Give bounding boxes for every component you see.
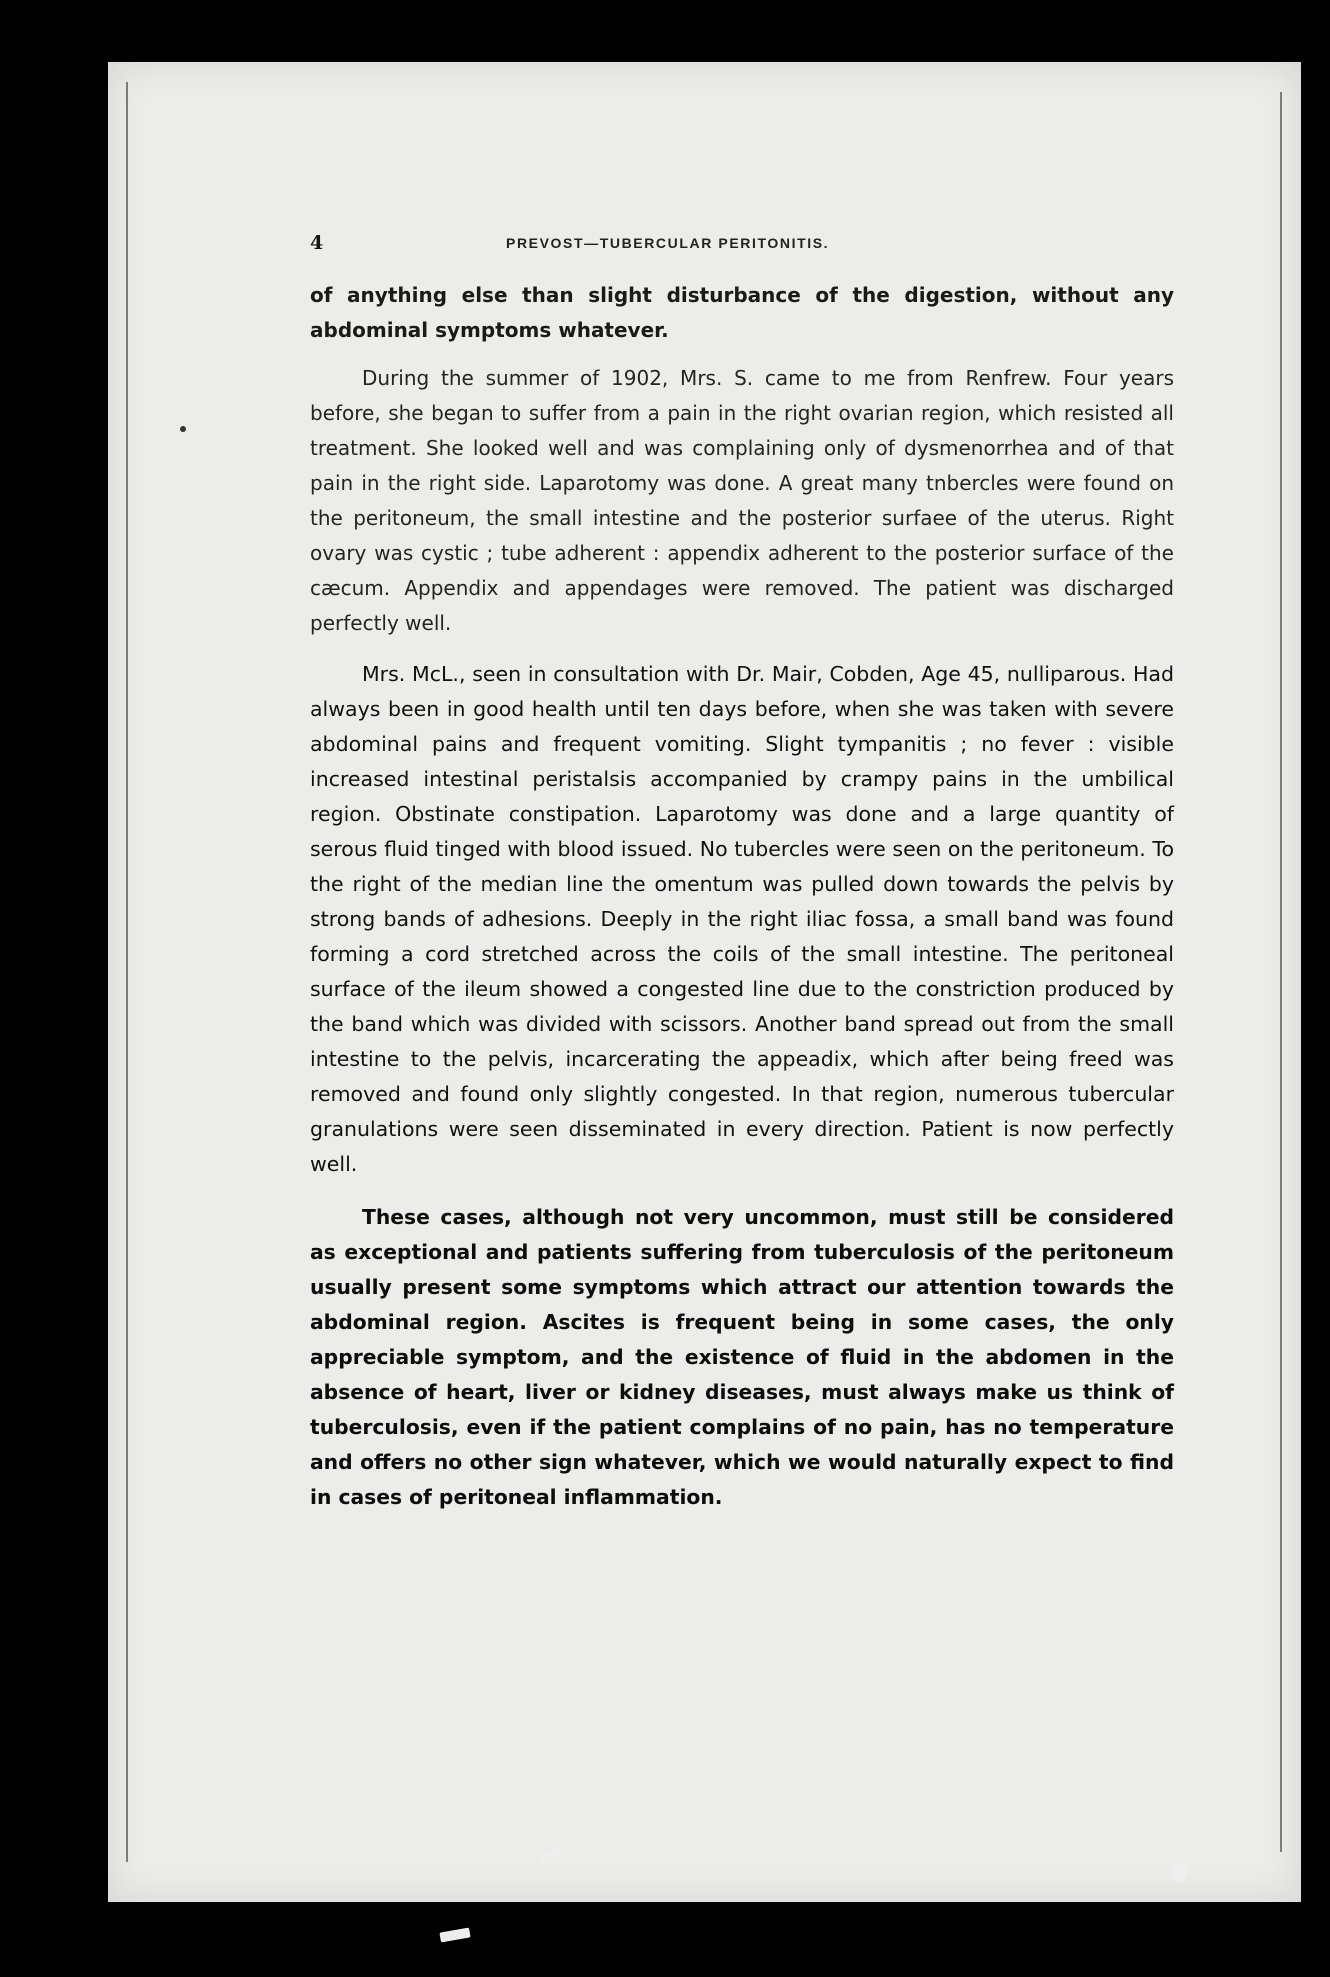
paragraph-4: These cases, although not very uncommon, must still be considered as exceptional and patients suffering from tuberculosis of the peritoneum usually present some symptoms which attract our attention towards the abdominal region. Ascites is frequent being in some cases, the only appreciable symptom, and the existence of fluid in the abdomen in the absence of heart, liver or kidney diseases, must always make us think of tuberculosis, even if the patient complains of no pain, has no temperature and offers no other sign whatever, which we would naturally expect to find in cases of peritoneal inflammation. bbox=[310, 1205, 1174, 1509]
page-header bbox=[310, 232, 1170, 256]
page-number: 4 bbox=[310, 232, 324, 254]
paragraph-1: of anything else than slight disturbance of the digestion, without any abdominal symptoms whatever. bbox=[310, 283, 1174, 342]
running-head: PREVOST—TUBERCULAR PERITONITIS. bbox=[506, 235, 830, 251]
paragraph-3: Mrs. McL., seen in consultation with Dr. Mair, Cobden, Age 45, nulliparous. Had always been in good health until ten days before, when she was taken with severe abdominal pains and frequent vomiting. Slight tympanitis ; no fever : visible increased intestinal peristalsis accompanied by crampy pains in the umbilical region. Obstinate constipation. Laparotomy was done and a large quantity of serous fluid tinged with blood issued. No tubercles were seen on the peritoneum. To the right of the median line the omentum was pulled down towards the pelvis by strong bands of adhesions. Deeply in the right iliac fossa, a small band was found forming a cord stretched across the coils of the small intestine. The peritoneal surface of the ileum showed a congested line due to the constriction produced by the band which was divided with scissors. Another band spread out from the small intestine to the pelvis, incarcerating the appeadix, which after being freed was removed and found only slightly congested. In that region, numerous tubercular granulations were seen disseminated in every direction. Patient is now perfectly well. bbox=[310, 662, 1174, 1176]
scan-speck bbox=[439, 1927, 470, 1942]
page-edge-left bbox=[126, 82, 128, 1862]
paragraph-2: During the summer of 1902, Mrs. S. came to me from Renfrew. Four years before, she began to suffer from a pain in the right ovarian region, which resisted all treatment. She looked well and was complaining only of dysmenorrhea and of that pain in the right side. Laparotomy was done. A great many tnbercles were found on the peritoneum, the small intestine and the posterior surfaee of the uterus. Right ovary was cystic ; tube adherent : appendix adherent to the posterior surface of the cæcum. Appendix and appendages were removed. The patient was discharged perfectly well. bbox=[310, 366, 1174, 635]
page-edge-right bbox=[1280, 92, 1282, 1852]
body-text bbox=[310, 278, 1174, 1515]
margin-dot bbox=[180, 426, 186, 432]
